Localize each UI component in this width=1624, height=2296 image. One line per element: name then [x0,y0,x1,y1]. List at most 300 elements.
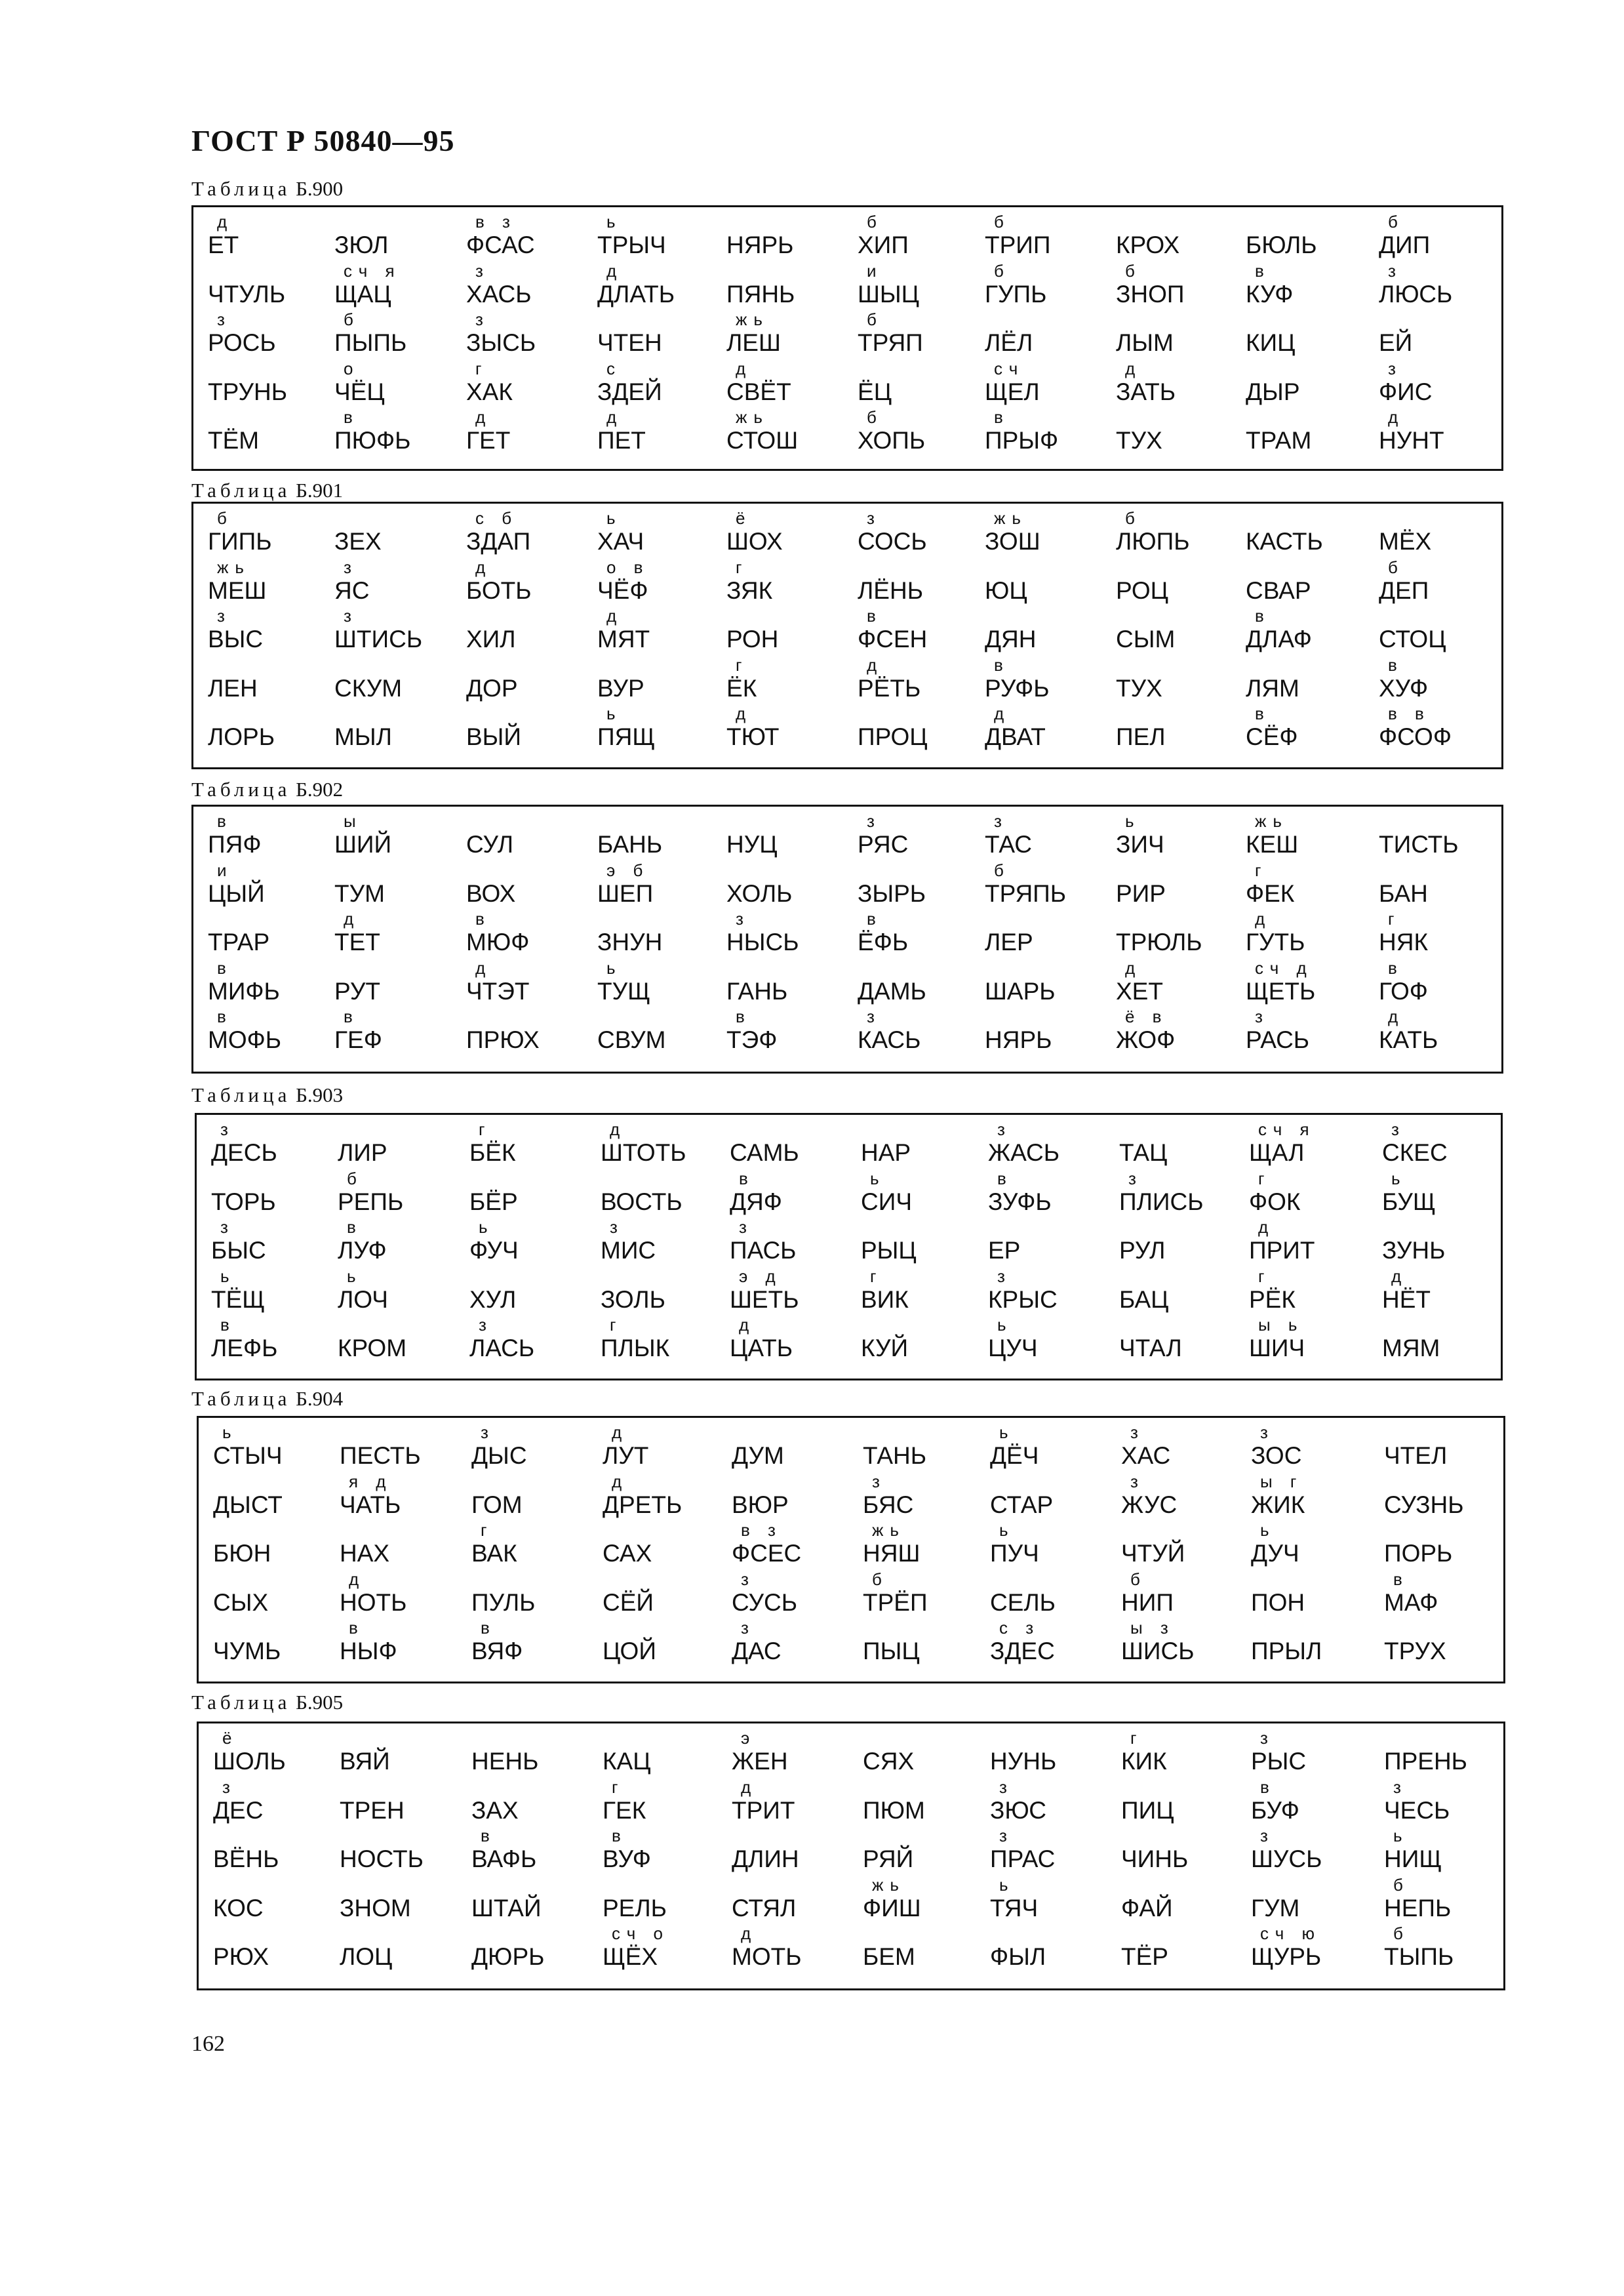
test-word: ДЮРЬ [471,1943,545,1970]
test-word: СТОШ [726,427,799,454]
table-cell [858,407,925,454]
phoneme-marker: ы з [1130,1618,1175,1638]
phoneme-marker: в [481,1826,496,1845]
test-word: СОСЬ [858,528,927,555]
phoneme-marker [471,1569,535,1590]
table-cell [471,1569,535,1616]
test-word: ТУХ [1116,674,1162,702]
phoneme-marker [466,703,521,724]
phoneme-marker [726,605,778,626]
phoneme-marker: ь [999,1874,1015,1895]
phoneme-marker: б [347,1168,363,1188]
phoneme-marker [1119,1217,1165,1238]
test-word: БЯС [863,1491,914,1518]
test-word: ХИП [858,232,909,258]
table-cell [1116,407,1162,454]
table-cell [1251,1923,1321,1970]
test-word: ПЕСТЬ [340,1442,421,1469]
phoneme-marker: г [475,358,488,378]
phoneme-marker: с [606,358,622,378]
phoneme-marker [334,508,382,529]
phoneme-marker: б [1388,212,1404,232]
table-cell [338,1217,387,1264]
table-cell [1119,1217,1165,1264]
table-cell [471,1727,538,1775]
test-word: КРЫС [988,1285,1058,1313]
test-word: НУЦ [726,831,778,858]
test-word: РУФЬ [985,674,1050,702]
phoneme-marker [213,1471,283,1492]
test-word: МАФ [1384,1588,1438,1616]
table-cell [726,358,791,405]
test-word: ГОФ [1379,977,1428,1005]
phoneme-marker [340,1422,421,1443]
phoneme-marker: д [736,704,753,723]
table-cell [985,908,1033,956]
phoneme-marker: з [999,1777,1014,1797]
test-word: ЛЁЛ [985,329,1033,356]
table-cell [334,358,385,405]
phoneme-marker [1379,508,1431,529]
phoneme-marker: в [867,606,882,626]
test-word: ХУФ [1379,674,1429,702]
table-cell [597,508,644,555]
test-word: РУЛ [1119,1237,1166,1264]
test-word: ШЕТЬ [730,1285,799,1313]
phoneme-marker [1251,1569,1305,1590]
test-word: ДЕП [1379,576,1429,604]
phoneme-marker [208,358,287,379]
table-cell [1116,260,1184,308]
test-word: ТРИП [985,232,1051,258]
test-word: БОТЬ [466,576,532,604]
test-word: ЧТАЛ [1119,1335,1182,1361]
test-word: ЧЁФ [597,576,648,604]
test-word: ХОЛЬ [726,879,793,907]
test-word: ЛИР [338,1139,387,1166]
table-cell [208,508,272,555]
test-word: РОН [726,626,779,653]
test-word: НЯРЬ [726,232,794,258]
test-word: ПРИТ [1249,1237,1315,1264]
phoneme-marker: ы ь [1258,1315,1304,1335]
phoneme-marker [985,605,1037,626]
table-cell [340,1520,389,1567]
test-word: ПРАС [990,1845,1056,1872]
phoneme-marker [732,1874,796,1895]
test-word: ПЮФЬ [334,427,411,454]
test-word: ЩАЛ [1249,1139,1305,1166]
test-word: НЯРЬ [985,1026,1052,1053]
phoneme-marker [213,1520,271,1541]
test-word: ПРЕНЬ [1384,1748,1467,1775]
phoneme-marker: з [1391,1119,1406,1139]
phoneme-marker [1116,309,1174,330]
table-cell [1249,1314,1305,1361]
table-cell [1379,655,1428,702]
test-word: ШТАЙ [471,1894,542,1922]
table-cell [1246,358,1300,405]
table-cell [334,508,382,555]
test-word: ЧТЭТ [466,977,530,1005]
table-cell [603,1617,656,1664]
test-word: ВОСТЬ [601,1188,683,1215]
test-word: ДЯН [985,626,1037,653]
test-word: ПЛЫК [601,1335,670,1361]
table-cell [213,1777,263,1824]
test-word: ЛЮСЬ [1379,280,1453,308]
table-cell [340,1777,405,1824]
table-cell [211,1119,277,1166]
phoneme-marker: б [1393,1874,1410,1895]
phoneme-marker [861,1217,917,1238]
test-word: КУЙ [861,1335,909,1361]
table-cell [1121,1617,1195,1664]
table-cell [340,1825,424,1872]
phoneme-marker [471,1777,519,1798]
phoneme-marker: б [1388,557,1404,577]
test-word: ФИС [1379,378,1433,405]
phoneme-marker: г [612,1777,625,1797]
test-word: ЖУС [1121,1491,1178,1518]
phoneme-marker: сч я [344,260,401,281]
table-cell [334,860,385,907]
table-caption-id: Б.903 [290,1083,344,1106]
phoneme-marker [1379,605,1446,626]
phoneme-marker: в в [1388,704,1431,723]
phoneme-marker [1382,1314,1440,1335]
test-word: ЦАТЬ [730,1335,793,1361]
table-caption [191,479,343,502]
phoneme-marker: г [1258,1266,1271,1286]
test-word: ДРЕТЬ [603,1491,683,1518]
phoneme-marker: ё в [1125,1007,1168,1026]
phoneme-marker: жь [994,508,1027,528]
phoneme-marker [340,1923,392,1944]
test-word: ТОРЬ [211,1188,276,1215]
phoneme-marker: д [1388,1007,1405,1026]
table-cell [985,260,1046,308]
test-word: СЁЙ [603,1588,654,1616]
phoneme-marker: з [997,1266,1012,1286]
phoneme-marker [863,1617,920,1638]
table-cell [213,1422,283,1469]
test-word: ШАРЬ [985,977,1056,1005]
table-cell [466,407,510,454]
table-cell [1121,1520,1185,1567]
table-cell [208,211,239,258]
table-cell [732,1777,795,1824]
table-cell [861,1217,917,1264]
test-word: СТЫЧ [213,1442,283,1469]
phoneme-marker: д [1255,909,1272,929]
test-word: ТЁЩ [211,1285,265,1313]
table-cell [1121,1471,1177,1518]
table-cell [732,1825,799,1872]
phoneme-marker: б [867,212,883,232]
table-cell [1119,1168,1203,1215]
table-cell [858,655,921,702]
test-word: ЩЁХ [603,1943,658,1970]
phoneme-marker [469,1168,518,1189]
phoneme-marker: б [1125,260,1141,281]
phoneme-marker: д [741,1777,758,1797]
table-cell [334,309,406,356]
test-word: ЗНУН [597,929,663,956]
test-word: ФЕК [1246,879,1295,907]
table-cell [861,1168,912,1215]
test-word: РЮХ [213,1943,269,1970]
table-cell [334,655,402,702]
test-word: ЖАСЬ [988,1139,1060,1166]
table-cell [466,557,532,604]
phoneme-marker [466,655,518,675]
table-cell [990,1617,1055,1664]
table-cell [466,703,521,750]
table-cell [213,1471,283,1518]
table-cell [985,703,1046,750]
table-cell [1251,1520,1299,1567]
phoneme-marker: ь [999,1422,1015,1442]
test-word: ЗАХ [471,1796,519,1824]
test-word: ЧИНЬ [1121,1845,1189,1872]
table-cell [1116,811,1164,858]
phoneme-marker [1384,1617,1446,1638]
table-cell [732,1874,796,1922]
phoneme-marker [1384,1520,1452,1541]
test-word: СТЯЛ [732,1894,797,1922]
test-word: ТАЦ [1119,1139,1168,1166]
phoneme-marker [990,1727,1056,1748]
phoneme-marker: жь [736,407,769,427]
phoneme-marker [1251,1617,1322,1638]
table-cell [726,309,781,356]
test-word: ЗОС [1251,1442,1302,1469]
phoneme-marker [466,1006,540,1027]
phoneme-marker [471,1874,542,1895]
phoneme-marker [863,1923,915,1944]
phoneme-marker: ь [606,704,622,723]
test-word: ДЫСТ [213,1491,283,1518]
phoneme-marker: г [479,1119,492,1139]
test-word: ВЫС [208,626,264,653]
table-cell [1382,1314,1440,1361]
table-cell [1251,1825,1322,1872]
phoneme-marker: ь [220,1266,236,1286]
phoneme-marker [1121,1520,1185,1541]
table-cell [338,1168,403,1215]
table-cell [1116,908,1202,956]
test-word: ЗИЧ [1116,831,1164,858]
test-word: ФСЕС [732,1540,802,1567]
test-word: ТРАР [208,929,270,956]
test-word: ТАНЬ [863,1442,927,1469]
test-word: ВЯЙ [340,1748,390,1775]
test-word: МИС [601,1237,656,1264]
test-word: ШЕП [597,879,654,907]
table-cell [208,407,259,454]
test-word: ФЫЛ [990,1943,1046,1970]
table-cell [732,1727,788,1775]
test-word: ПРЫЛ [1251,1638,1322,1664]
test-word: ТУМ [334,879,385,907]
test-word: ЗОШ [985,528,1040,555]
test-word: КАТЬ [1379,1026,1438,1053]
phoneme-marker: б [994,260,1010,281]
phoneme-marker: д [736,358,753,378]
phoneme-marker: д [606,606,624,626]
table-cell [732,1617,782,1664]
table-cell [863,1617,920,1664]
phoneme-marker: б [867,310,883,329]
table-caption-label: Таблица [191,1691,291,1714]
table-cell [1379,508,1431,555]
table-cell [597,1006,666,1053]
test-word: ЛЮПЬ [1116,528,1190,555]
phoneme-marker [1121,1874,1173,1895]
table-cell [466,860,515,907]
test-word: ШТОТЬ [601,1139,686,1166]
test-word: ХИЛ [466,626,516,653]
test-word: ЦУЧ [988,1335,1038,1361]
test-word: ТРИТ [732,1796,795,1824]
table-cell [726,908,799,956]
test-word: ПОРЬ [1384,1540,1453,1567]
table-cell [726,508,783,555]
phoneme-marker [213,1825,279,1846]
test-word: РЁК [1249,1285,1296,1313]
test-word: ЗУФЬ [988,1188,1052,1215]
test-word: РЁТЬ [858,674,921,702]
table-cell [1249,1168,1300,1215]
test-word: ЩУРЬ [1251,1943,1322,1970]
phoneme-marker: сч д [1255,957,1313,978]
test-word: ТРЯП [858,329,923,356]
phoneme-marker: д [741,1923,758,1943]
table-cell [863,1825,913,1872]
phoneme-marker [1251,1874,1299,1895]
table-cell [597,957,650,1005]
phoneme-marker [1379,860,1428,881]
phoneme-marker: з [867,811,881,831]
phoneme-marker [730,1119,799,1140]
phoneme-marker: ь [347,1266,363,1286]
table-cell [726,1006,777,1053]
table-cell [1246,908,1305,956]
table-cell [726,407,798,454]
table-cell [601,1168,683,1215]
phoneme-marker [1121,1825,1188,1846]
table-cell [1379,309,1412,356]
phoneme-marker [858,957,926,978]
phoneme-marker [469,1266,516,1287]
phoneme-marker: з [736,909,750,929]
test-word: НАР [861,1139,911,1166]
test-word: ЛЕН [208,674,258,702]
test-word: НЯШ [863,1540,921,1567]
table-cell [597,908,662,956]
test-word: БЁК [469,1139,516,1166]
phoneme-marker [1116,557,1168,578]
phoneme-marker: в [612,1826,627,1845]
table-cell [603,1874,667,1922]
test-word: ЛОЦ [340,1943,393,1970]
test-word: ТРЯПЬ [985,879,1067,907]
phoneme-marker: з [220,1119,235,1139]
test-word: ХУЛ [469,1285,517,1313]
table-cell [861,1314,908,1361]
table-cell [208,358,287,405]
test-word: КАСЬ [858,1026,921,1053]
phoneme-marker [1119,1314,1182,1335]
test-word: ЧЁЦ [334,378,385,405]
phoneme-marker: д [475,557,492,577]
phoneme-marker: г [1388,909,1401,929]
table-cell [990,1569,1056,1616]
table-cell [985,211,1050,258]
table-cell [466,605,516,653]
test-word: ФИШ [863,1894,921,1922]
test-word: ТУХ [1116,427,1162,454]
table-cell [597,309,662,356]
page-number: 162 [191,2032,225,2056]
test-word: НУНЬ [990,1748,1057,1775]
phoneme-marker: в [1255,606,1271,626]
table-caption-id: Б.904 [290,1387,344,1410]
test-word: ТРАМ [1246,427,1312,454]
phoneme-marker [334,860,385,881]
test-word: ЛЕШ [726,329,781,356]
phoneme-marker: в [994,407,1010,427]
phoneme-marker: ь [606,212,622,232]
table-cell [603,1777,646,1824]
phoneme-marker [863,1777,925,1798]
phoneme-marker: ь [479,1217,494,1237]
table-cell [1246,508,1323,555]
test-word: ГЕФ [334,1026,382,1053]
phoneme-marker [466,811,513,832]
table-cell [990,1727,1056,1775]
test-word: ГИПЬ [208,528,272,555]
table-cell [730,1168,782,1215]
phoneme-marker: в [344,1007,359,1026]
phoneme-marker [726,860,792,881]
phoneme-marker: д [1258,1217,1275,1237]
test-word: ЗЕХ [334,528,382,555]
phoneme-marker [471,1471,523,1492]
test-word: ЧТУЙ [1121,1540,1185,1567]
phoneme-marker [1121,1777,1174,1798]
test-word: НЕНЬ [471,1748,539,1775]
phoneme-marker: д [1125,957,1142,978]
phoneme-marker: ь [997,1315,1013,1335]
test-word: СЫМ [1116,626,1176,653]
phoneme-marker: б [867,407,883,427]
table-cell [340,1422,421,1469]
test-word: СУЛ [466,831,514,858]
document-header: ГОСТ Р 50840—95 [191,124,455,157]
phoneme-marker: в з [475,212,517,232]
table-cell [597,211,666,258]
table-caption-label: Таблица [191,479,291,502]
test-word: ЮЦ [985,576,1027,604]
test-word: ХАСЬ [466,280,532,308]
word-table [197,1722,1505,1990]
test-word: СЫХ [213,1588,269,1616]
table-cell [1116,358,1176,405]
test-word: КИК [1121,1748,1167,1775]
test-word: ВОХ [466,879,516,907]
